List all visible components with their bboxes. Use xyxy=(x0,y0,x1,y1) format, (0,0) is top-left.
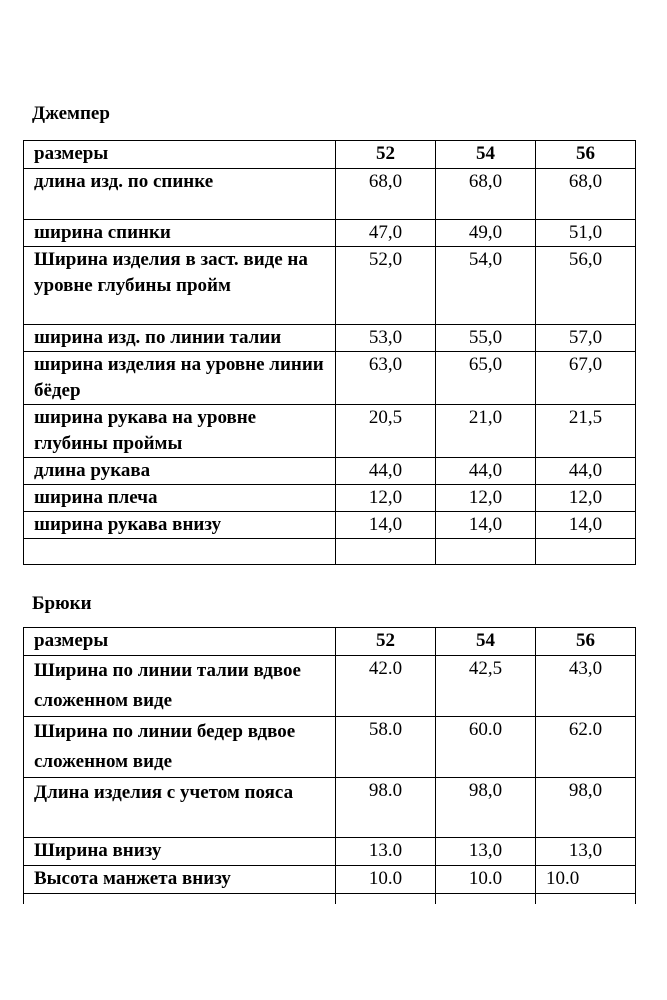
measure-value: 63,0 xyxy=(336,352,436,405)
trousers-title: Брюки xyxy=(32,593,92,614)
measure-label xyxy=(24,539,336,565)
size-header: 56 xyxy=(536,628,636,656)
measure-value xyxy=(536,894,636,904)
measure-value: 10.0 xyxy=(536,866,636,894)
measure-value: 98,0 xyxy=(536,778,636,838)
measure-value: 12,0 xyxy=(336,485,436,512)
table-row xyxy=(24,458,636,485)
table-row xyxy=(24,512,636,539)
measure-value: 10.0 xyxy=(336,866,436,894)
table-row xyxy=(24,778,636,838)
measure-value: 42.0 xyxy=(336,656,436,717)
size-header: 52 xyxy=(336,141,436,169)
measure-value: 12,0 xyxy=(536,485,636,512)
measure-value: 55,0 xyxy=(436,325,536,352)
measure-value: 12,0 xyxy=(436,485,536,512)
measure-value: 60.0 xyxy=(436,717,536,778)
measure-value: 54,0 xyxy=(436,247,536,325)
measure-value: 44,0 xyxy=(436,458,536,485)
measure-value xyxy=(536,539,636,565)
header-label: размеры xyxy=(24,628,336,656)
jumper-title: Джемпер xyxy=(32,103,110,124)
measure-value: 52,0 xyxy=(336,247,436,325)
measure-value: 14,0 xyxy=(536,512,636,539)
measure-value: 44,0 xyxy=(536,458,636,485)
header-label: размеры xyxy=(24,141,336,169)
measure-value: 68,0 xyxy=(336,169,436,220)
measure-value: 43,0 xyxy=(536,656,636,717)
table-row xyxy=(24,894,636,904)
measure-value: 65,0 xyxy=(436,352,536,405)
table-row xyxy=(24,485,636,512)
table-row xyxy=(24,866,636,894)
measure-value: 68,0 xyxy=(536,169,636,220)
measure-value: 10.0 xyxy=(436,866,536,894)
measure-label: ширина изделия на уровне линии бёдер xyxy=(24,352,336,405)
measure-value: 14,0 xyxy=(436,512,536,539)
size-header: 54 xyxy=(436,628,536,656)
measure-label: Ширина изделия в заст. виде на уровне глубины пройм xyxy=(24,247,336,325)
measure-value xyxy=(336,539,436,565)
table-row xyxy=(24,325,636,352)
measure-label: ширина изд. по линии талии xyxy=(24,325,336,352)
measure-value: 98.0 xyxy=(336,778,436,838)
measure-value: 21,0 xyxy=(436,405,536,458)
measure-value: 20,5 xyxy=(336,405,436,458)
measure-label: ширина рукава внизу xyxy=(24,512,336,539)
measure-value: 56,0 xyxy=(536,247,636,325)
measure-label: Высота манжета внизу xyxy=(24,866,336,894)
measure-label: Длина изделия с учетом пояса xyxy=(24,778,336,838)
measure-value: 68,0 xyxy=(436,169,536,220)
measure-value: 67,0 xyxy=(536,352,636,405)
table-row xyxy=(24,405,636,458)
measure-value: 51,0 xyxy=(536,220,636,247)
measure-value: 44,0 xyxy=(336,458,436,485)
measure-value: 53,0 xyxy=(336,325,436,352)
measure-value: 58.0 xyxy=(336,717,436,778)
measure-value xyxy=(436,539,536,565)
measure-label: длина изд. по спинке xyxy=(24,169,336,220)
measure-value: 49,0 xyxy=(436,220,536,247)
trousers-size-table xyxy=(23,627,636,904)
measure-value: 62.0 xyxy=(536,717,636,778)
measure-label xyxy=(24,894,336,904)
measure-value: 14,0 xyxy=(336,512,436,539)
jumper-size-table xyxy=(23,140,636,565)
measure-value: 47,0 xyxy=(336,220,436,247)
table-row xyxy=(24,220,636,247)
measure-label: ширина плеча xyxy=(24,485,336,512)
measure-label: Ширина по линии бедер вдвое сложенном виде xyxy=(24,717,336,778)
table-row xyxy=(24,247,636,325)
measure-value: 13,0 xyxy=(436,838,536,866)
measure-label: Ширина внизу xyxy=(24,838,336,866)
measure-label: Ширина по линии талии вдвое сложенном виде xyxy=(24,656,336,717)
table-header-row xyxy=(24,628,636,656)
table-header-row xyxy=(24,141,636,169)
measure-value: 13.0 xyxy=(336,838,436,866)
measure-value: 57,0 xyxy=(536,325,636,352)
size-header: 56 xyxy=(536,141,636,169)
measure-label: длина рукава xyxy=(24,458,336,485)
measure-value xyxy=(336,894,436,904)
measure-label: ширина спинки xyxy=(24,220,336,247)
size-header: 54 xyxy=(436,141,536,169)
measure-value: 98,0 xyxy=(436,778,536,838)
measure-value xyxy=(436,894,536,904)
measure-label: ширина рукава на уровне глубины проймы xyxy=(24,405,336,458)
table-row xyxy=(24,838,636,866)
table-row xyxy=(24,656,636,717)
table-row xyxy=(24,539,636,565)
measure-value: 21,5 xyxy=(536,405,636,458)
table-row xyxy=(24,169,636,220)
measure-value: 13,0 xyxy=(536,838,636,866)
table-row xyxy=(24,717,636,778)
measure-value: 42,5 xyxy=(436,656,536,717)
table-row xyxy=(24,352,636,405)
size-header: 52 xyxy=(336,628,436,656)
